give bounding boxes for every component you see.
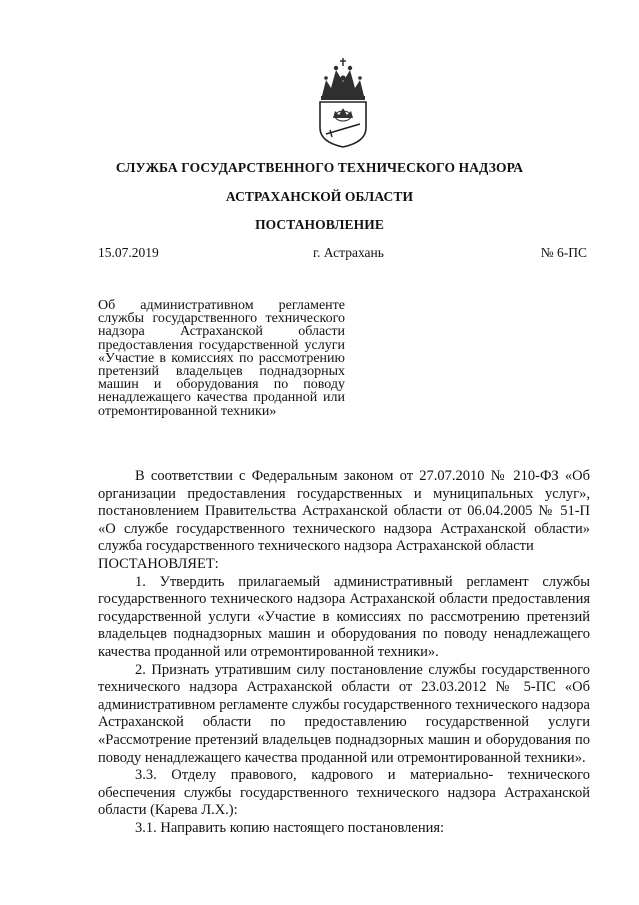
coat-of-arms-icon (312, 56, 374, 148)
org-name-line2: АСТРАХАНСКОЙ ОБЛАСТИ (225, 189, 414, 204)
preamble-paragraph: В соответствии с Федеральным законом от 27.07.2010 № 210-ФЗ «Об организации предоставления государственных и муниципальных услуг», постановлением Правительства Астраханской области от 06.04.2005 № 51-П «О службе государственного технического надзора Астраханской области» служба государственного технического надзора Астраханской области (98, 468, 590, 555)
document-date: 15.07.2019 (98, 245, 159, 260)
document-subject: Об административном регламенте службы государственного технического надзора Астраханской области предоставления государственной услуги «Участие в комиссиях по рассмотрению претензий владельцев поднадзорных машин и оборудования по поводу ненадлежащего качества проданной или отремонтированной техники» (98, 298, 345, 419)
document-type: ПОСТАНОВЛЕНИЕ (255, 217, 384, 232)
document-number: № 6-ПС (540, 245, 587, 260)
document-city: г. Астрахань (313, 245, 384, 260)
clause-3: 3.3. Отделу правового, кадрового и материально- технического обеспечения службы государственного технического надзора Астраханской области (Карева Л.Х.): (98, 767, 590, 819)
clause-1: 1. Утвердить прилагаемый административный регламент службы государственного технического надзора Астраханской области предоставления государственной услуги «Участие в комиссиях по рассмотрению претензий владельцев поднадзорных машин и оборудования по поводу ненадлежащего качества проданной или отремонтированной техники». (98, 573, 590, 660)
org-name-line1: СЛУЖБА ГОСУДАРСТВЕННОГО ТЕХНИЧЕСКОГО НАДЗОРА (115, 160, 524, 175)
document-body (98, 468, 590, 837)
clause-2: 2. Признать утратившим силу постановление службы государственного технического надзора Астраханской области от 23.03.2012 № 5-ПС «Об административном регламенте службы государственного технического надзора Астраханской области по предоставлению государственной услуги «Рассмотрение претензий владельцев поднадзорных машин и оборудования по поводу ненадлежащего качества проданной или отремонтированной техники». (98, 661, 590, 766)
resolves-heading: ПОСТАНОВЛЯЕТ: (98, 555, 219, 572)
clause-3-1: 3.1. Направить копию настоящего постановления: (135, 819, 445, 836)
